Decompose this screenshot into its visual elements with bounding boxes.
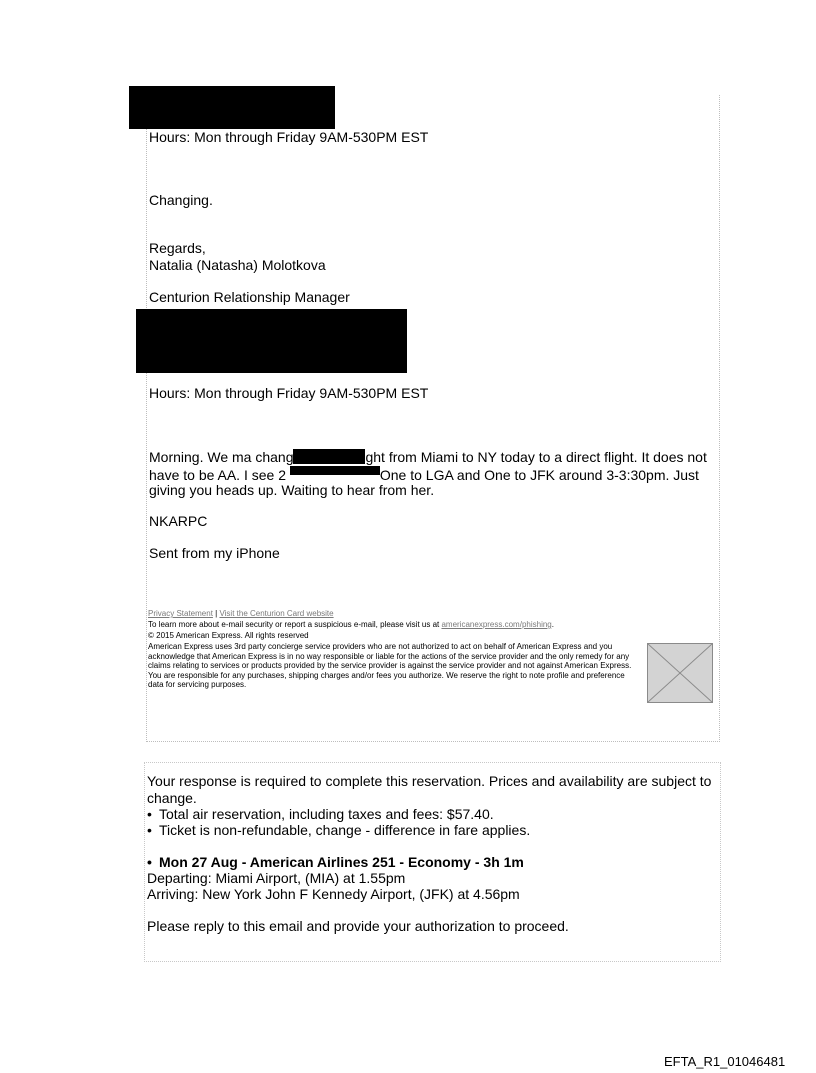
message-line: Morning. We ma chang ght from Miami to NY today to a direct flight. It does not [149, 449, 707, 465]
sent-from-signature: Sent from my iPhone [149, 545, 280, 561]
footer-learn-more: To learn more about e-mail security or report a suspicious e-mail, please visit us at americanexpress.com/phishing. [148, 620, 554, 629]
sender-title: Centurion Relationship Manager [149, 289, 350, 305]
broken-image-icon [647, 643, 713, 703]
redaction-block [136, 309, 407, 373]
footer-disclaimer: American Express uses 3rd party concierge service providers who are not authorized to act on behalf of American Express and you acknowledge that American Express is in no way responsible or liable for the actions of the service provider and the only remedy for any claims relating to services or products provided by the service provider is against the service provider and not against American Express. You are responsible for any purchases, shipping charges and/or fees you authorize. We reserve the right to note profile and preference data for servicing purposes. [148, 642, 632, 690]
reply-instruction: Please reply to this email and provide your authorization to proceed. [147, 918, 569, 934]
document-id: EFTA_R1_01046481 [664, 1054, 786, 1069]
hours-line: Hours: Mon through Friday 9AM-530PM EST [149, 385, 429, 401]
message-line: giving you heads up. Waiting to hear from her. [149, 482, 435, 498]
departing-info: Departing: Miami Airport, (MIA) at 1.55pm [147, 870, 406, 886]
arriving-info: Arriving: New York John F Kennedy Airport, (JFK) at 4.56pm [147, 886, 520, 902]
message-changing: Changing. [149, 192, 213, 208]
hours-line: Hours: Mon through Friday 9AM-530PM EST [149, 129, 429, 145]
phishing-link[interactable]: americanexpress.com/phishing [441, 620, 552, 629]
redaction-block [293, 449, 365, 464]
sender-name: Natalia (Natasha) Molotkova [149, 257, 326, 273]
reservation-bullet: • Total air reservation, including taxes and fees: $57.40. [147, 806, 494, 822]
reservation-notice: Your response is required to complete this reservation. Prices and availability are subject to change. [147, 773, 712, 806]
footer-copyright: © 2015 American Express. All rights reserved [148, 631, 309, 640]
message-line: have to be AA. I see 2 One to LGA and One to JFK around 3-3:30pm. Just [149, 467, 699, 483]
redaction-block [129, 86, 335, 129]
redaction-block [290, 466, 380, 475]
flight-heading: • Mon 27 Aug - American Airlines 251 - Economy - 3h 1m [147, 854, 524, 870]
reservation-bullet: • Ticket is non-refundable, change - difference in fare applies. [147, 822, 531, 838]
signoff-regards: Regards, [149, 240, 206, 256]
privacy-statement-link[interactable]: Privacy Statement [148, 609, 213, 618]
footer-links: Privacy Statement | Visit the Centurion Card website [148, 609, 334, 618]
sender-initials: NKARPC [149, 513, 208, 529]
centurion-website-link[interactable]: Visit the Centurion Card website [219, 609, 334, 618]
